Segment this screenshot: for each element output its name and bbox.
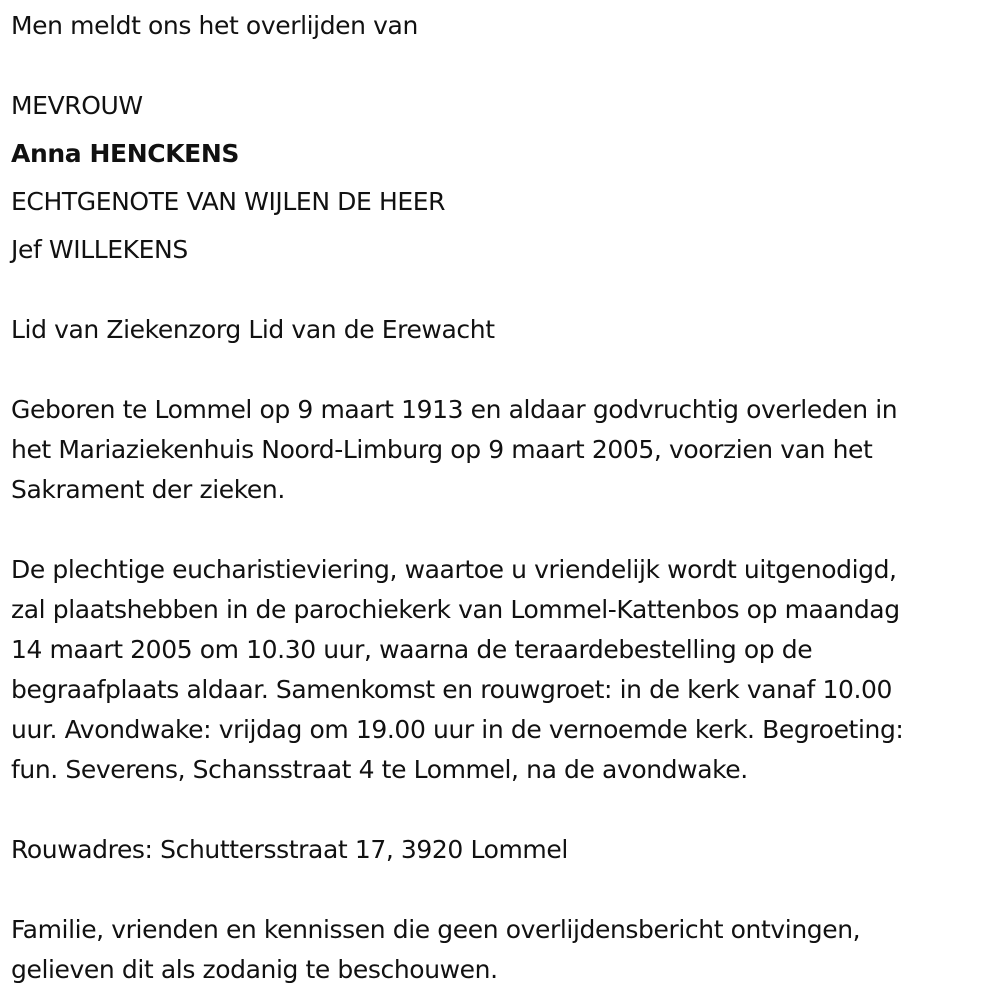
ceremony-line: fun. Severens, Schansstraat 4 te Lommel, na de avondwake. — [11, 755, 748, 784]
ceremony-line: zal plaatshebben in de parochiekerk van Lommel-Kattenbos op maandag — [11, 595, 900, 624]
birth-death-line: Geboren te Lommel op 9 maart 1913 en aldaar godvruchtig overleden in — [11, 395, 898, 424]
honorific: MEVROUW — [11, 91, 143, 120]
spouse-name: Jef WILLEKENS — [11, 235, 188, 264]
ceremony-line: 14 maart 2005 om 10.30 uur, waarna de teraardebestelling op de — [11, 635, 813, 664]
birth-death-line: het Mariaziekenhuis Noord-Limburg op 9 maart 2005, voorzien van het — [11, 435, 873, 464]
closing-line: Familie, vrienden en kennissen die geen overlijdensbericht ontvingen, — [11, 915, 861, 944]
closing-line: gelieven dit als zodanig te beschouwen. — [11, 955, 498, 984]
intro-text: Men meldt ons het overlijden van — [11, 11, 418, 40]
ceremony-line: uur. Avondwake: vrijdag om 19.00 uur in de vernoemde kerk. Begroeting: — [11, 715, 904, 744]
ceremony-line: begraafplaats aldaar. Samenkomst en rouwgroet: in de kerk vanaf 10.00 — [11, 675, 893, 704]
birth-death-line: Sakrament der zieken. — [11, 475, 285, 504]
memberships: Lid van Ziekenzorg Lid van de Erewacht — [11, 315, 495, 344]
mourning-address: Rouwadres: Schuttersstraat 17, 3920 Lommel — [11, 835, 568, 864]
spouse-label: ECHTGENOTE VAN WIJLEN DE HEER — [11, 187, 446, 216]
ceremony-line: De plechtige eucharistieviering, waartoe u vriendelijk wordt uitgenodigd, — [11, 555, 897, 584]
deceased-name: Anna HENCKENS — [11, 139, 239, 168]
